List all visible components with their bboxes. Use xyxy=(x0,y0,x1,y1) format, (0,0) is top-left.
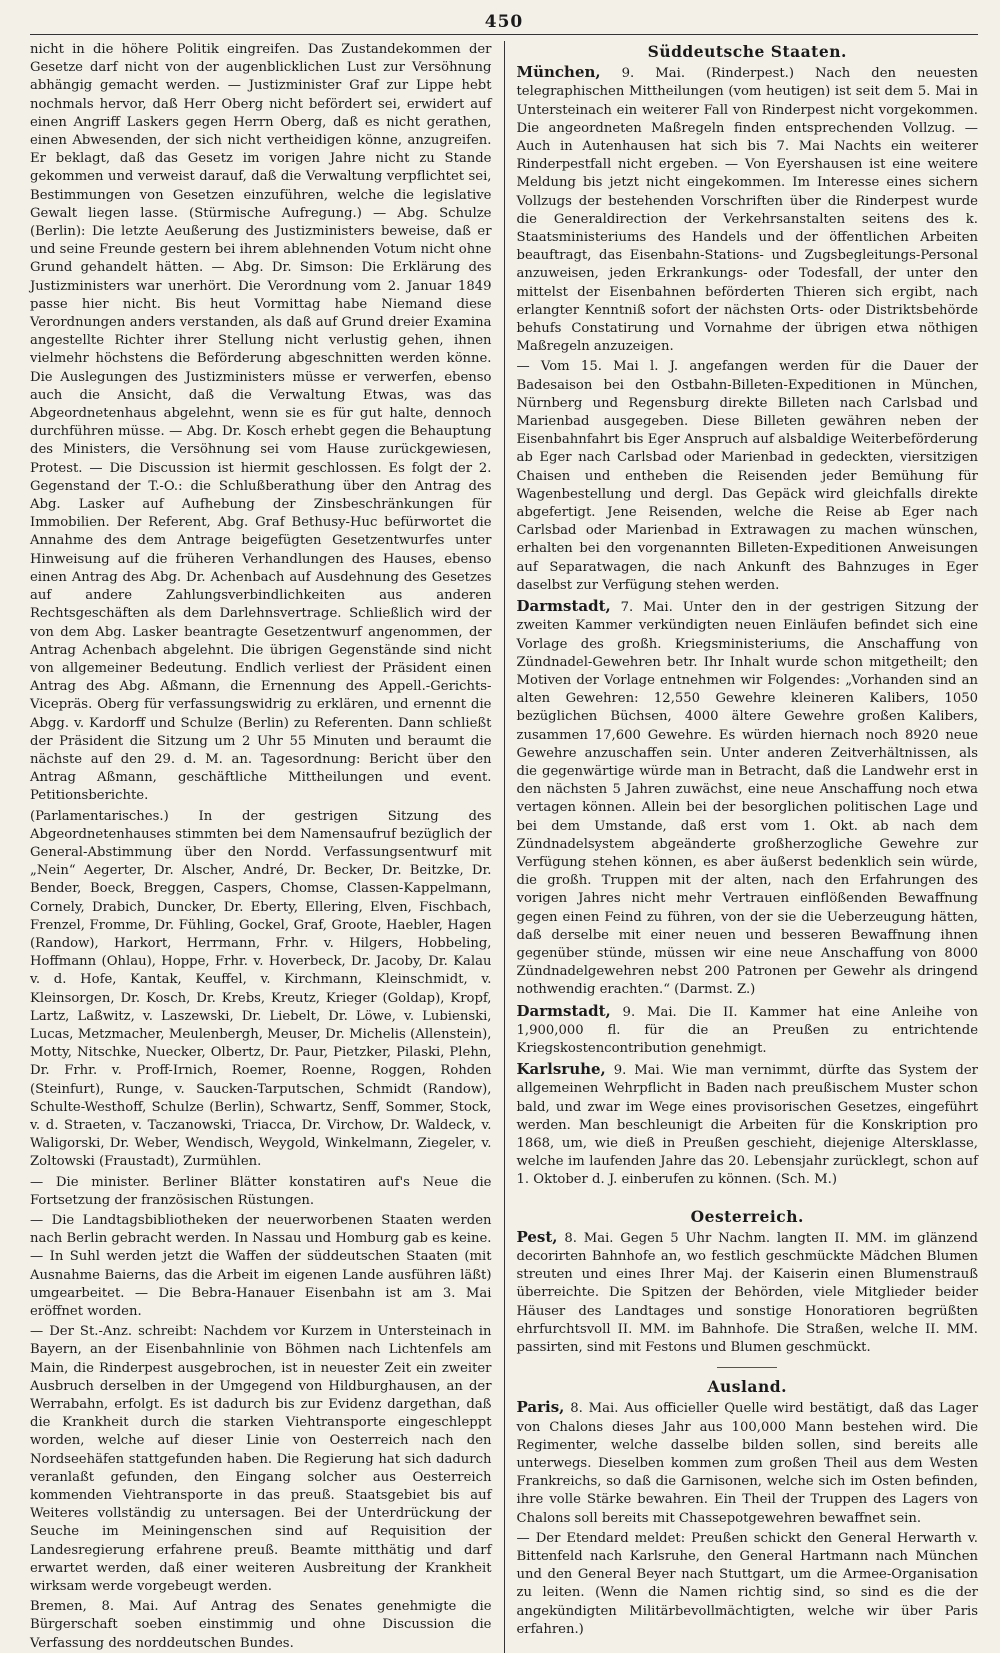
section-heading-sueddeutsche: Süddeutsche Staaten. xyxy=(647,42,847,61)
article-bremen: Bremen, 8. Mai. Auf Antrag des Senates genehmigte die Bürgerschaft soeben einstimmig und ohne Discussion die Verfassung des norddeutschen Bundes. xyxy=(30,1599,492,1651)
dateline-karlsruhe: Karlsruhe, xyxy=(516,1060,606,1079)
dateline-muenchen: München, xyxy=(516,63,601,82)
left-column xyxy=(30,41,505,1653)
article-muenchen-2: — Vom 15. Mai l. J. angefangen werden für die Dauer der Badesaison bei den Ostbahn-Billeten-Expeditionen in München, Nürnberg und Regensburg direkte Billeten nach Carlsbad und Marienbad ausgegeben. Diese Billeten gewähren neben der Eisenbahnfahrt bis Eger Anspruch auf alsbaldige Weiterbeförderung ab Eger nach Carlsbad oder Marienbad in gedeckten, viersitzigen Chaisen und entheben die Reisenden jeder Bemühung für Wagenbestellung und dergl. Das Gepäck wird gleichfalls direkte abgefertigt. Jene Reisenden, welche die Reise ab Eger nach Carlsbad oder Marienbad in Extrawagen zu machen wünschen, erhalten bei den vorgenannten Billeten-Expeditionen Anweisungen auf Separatwagen, die nach Ankunft des Bahnzuges in Eger daselbst zur Verfügung stehen werden. xyxy=(516,359,978,593)
dateline-darmstadt-1: Darmstadt, xyxy=(516,597,611,616)
article-french-armaments: — Die minister. Berliner Blätter konstatiren auf's Neue die Fortsetzung der französischen Rüstungen. xyxy=(30,1174,492,1208)
dateline-paris: Paris, xyxy=(516,1398,565,1417)
section-divider xyxy=(717,1367,777,1368)
article-libraries: — Die Landtagsbibliotheken der neuerworbenen Staaten werden nach Berlin gebracht werden. In Nassau und Homburg gab es keine. — In Suhl werden jetzt die Waffen der süddeutschen Staaten (mit Ausnahme Baierns, das die Arbeit im eigenen Lande ausführen läßt) umgearbeitet. — Die Bebra-Hanauer Eisenbahn ist am 3. Mai eröffnet worden. xyxy=(30,1213,492,1320)
article-darmstadt-1-text: 7. Mai. Unter den in der gestrigen Sitzung der zweiten Kammer verkündigten neuen Einläufen befindet sich eine Vorlage des großh. Kriegsministeriums, die Anschaffung von Zündnadel-Gewehren betr. Ihr Inhalt wurde schon mitgetheilt; den Motiven der Vorlage entnehmen wir Folgendes: „Vorhanden sind an alten Gewehren: 12,550 Gewehre kleineren Kalibers, 1050 bezüglichen Büchsen, 4000 ältere Gewehre großen Kalibers, zusammen 17,600 Gewehre. Es würden hiernach noch 8920 neue Gewehre anzuschaffen sein. Unter anderen Zeitverhältnissen, als die gegenwärtige würde man in Betracht, daß die Landwehr erst in den nächsten 5 Jahren zuwächst, eine neue Anschaffung noch etwa vertagen können. Allein bei der besorglichen politischen Lage und bei dem Umstande, daß erst vom 1. Okt. ab nach dem Zündnadelsystem abgeänderte großherzogliche Gewehre zur Verfügung stehen können, es aber äußerst bedenklich sein würde, die großh. Truppen mit der alten, nach den Erfahrungen des vorigen Jahres nicht mehr Vertrauen einflößenden Bewaffnung gegen einen Feind zu führen, von der sie die Ueberzeugung hätten, daß derselbe mit einer neuen und besseren Bewaffnung ihnen gegenüber stünde, müssen wir eine neue Anschaffung von 8000 Zündnadelgewehren nebst 200 Patronen per Gewehr als dringend nothwendig erachten.“ (Darmst. Z.) xyxy=(516,600,978,998)
article-parliament-debate: nicht in die höhere Politik eingreifen. Das Zustandekommen der Gesetze darf nicht von der augenblicklichen Lust zur Versöhnung abhängig gemacht werden. — Justizminister Graf zur Lippe hebt nochmals hervor, daß Herr Oberg nicht befördert sei, erwidert auf einen Angriff Laskers gegen Herrn Oberg, daß es nicht gerathen, einen Abwesenden, der sich nicht vertheidigen könne, anzugreifen. Er beklagt, daß das Gesetz im vorigen Jahre nicht zu Stande gekommen und verweist darauf, daß die Verwaltung verpflichtet sei, Bestimmungen von Gesetzen einzuführen, welche die legislative Gewalt liegen lasse. (Stürmische Aufregung.) — Abg. Schulze (Berlin): Die letzte Aeußerung des Justizministers beweise, daß er und seine Freunde gestern bei ihrem ablehnenden Votum nicht ohne Grund gehandelt hätten. — Abg. Dr. Simson: Die Erklärung des Justizministers war unerhört. Die Verordnung vom 2. Januar 1849 passe hier nicht. Bis heut Vormittag habe Niemand diese Verordnungen anders verstanden, als daß auf Grund dreier Examina angestellte Richter ihrer Stellung nicht verlustig gehen, ihnen vielmehr höchstens die Beförderung abgeschnitten werden könne. Die Auslegungen des Justizministers müsse er verwerfen, ebenso auch die Ansicht, daß die Verwaltung Etwas, was das Abgeordnetenhaus abgelehnt, wenn sie es für gut halte, dennoch durchführen müsse. — Abg. Dr. Kosch erhebt gegen die Behauptung des Ministers, die Versöhnung sei vom Hause zurückgewiesen, Protest. — Die Discussion ist hiermit geschlossen. Es folgt der 2. Gegenstand der T.-O.: die Schlußberathung über den Antrag des Abg. Lasker auf Aufhebung der Zinsbeschränkungen für Immobilien. Der Referent, Abg. Graf Bethusy-Huc befürwortet die Annahme des dem Antrage beigefügten Gesetzentwurfes unter Hinweisung auf die früheren Verhandlungen des Hauses, ebenso einen Antrag des Abg. Dr. Achenbach auf Ausdehnung des Gesetzes auf andere Zahlungsverbindlichkeiten aus anderen Rechtsgeschäften als dem Darlehnsvertrage. Schließlich wird der von dem Abg. Lasker beantragte Gesetzentwurf angenommen, der Antrag Achenbach abgelehnt. Die übrigen Gegenstände sind nicht von allgemeiner Bedeutung. Endlich verliest der Präsident einen Antrag des Abg. Aßmann, die Ernennung des Appell.-Gerichts-Vicepräs. Oberg für verfassungswidrig zu erklären, und ernennt die Abgg. v. Kardorff und Schulze (Berlin) zu Referenten. Dann schließt der Präsident die Sitzung um 2 Uhr 55 Minuten und beraumt die nächste auf den 29. d. M. an. Tagesordnung: Bericht über den Antrag Aßmann, geschäftliche Mittheilungen und event. Petitionsberichte. xyxy=(30,42,492,804)
article-paris xyxy=(517,1398,979,1527)
top-rule xyxy=(30,34,978,35)
page-number: 450 xyxy=(484,12,524,32)
article-muenchen-text: 9. Mai. (Rinderpest.) Nach den neuesten telegraphischen Mittheilungen (vom heutigen) ist seit dem 5. Mai in Untersteinach ein weiterer Fall von Rinderpest nicht vorgekommen. Die angeordneten Maßregeln finden entsprechenden Vollzug. — Auch in Autenhausen hat sich bis 7. Mai Nachts ein weiterer Rinderpestfall nicht ergeben. — Von Eyershausen ist eine weitere Meldung bis jetzt nicht eingekommen. Im Interesse eines sichern Vollzugs der bestehenden Vorschriften über die Rinderpest wurde die Generaldirection der Verkehrsanstalten seitens des k. Staatsministeriums des Handels und der öffentlichen Arbeiten beauftragt, das Eisenbahn-Stations- und Zugsbegleitungs-Personal anzuweisen, jeden Erkrankungs- oder Todesfall, der unter den mittelst der Eisenbahnen beförderten Thieren sich ergibt, nach erlangter Kenntniß sofort der nächsten Orts- oder Distriktsbehörde behufs Constatirung und Vornahme der übrigen etwa nöthigen Maßregeln anzuzeigen. xyxy=(516,66,978,355)
columns xyxy=(30,41,978,1653)
article-karlsruhe-text: 9. Mai. Wie man vernimmt, dürfte das System der allgemeinen Wehrpflicht in Baden nach preußischem Muster schon bald, und zwar im Wege eines provisorischen Gesetzes, eingeführt werden. Man beschleunigt die Arbeiten für die Konskription pro 1868, um, wie dieß in Preußen geschieht, diejenige Altersklasse, welche im laufenden Jahre das 20. Lebensjahr zurücklegt, schon auf 1. Oktober d. J. einberufen zu können. (Sch. M.) xyxy=(516,1063,978,1188)
article-darmstadt-2 xyxy=(517,1002,979,1059)
article-muenchen xyxy=(517,63,979,356)
article-darmstadt-2-text: 9. Mai. Die II. Kammer hat eine Anleihe von 1,900,000 fl. für die an Preußen zu entrichtende Kriegskostencontribution genehmigt. xyxy=(516,1004,978,1056)
article-karlsruhe xyxy=(517,1060,979,1189)
article-paris-2: — Der Etendard meldet: Preußen schickt den General Herwarth v. Bittenfeld nach Karlsruhe, den General Hartmann nach München und den General Beyer nach Stuttgart, um die Armee-Organisation zu leiten. (Wenn die Namen richtig sind, so sind es die der angekündigten Militärbevollmächtigten, welche wir über Paris erfahren.) xyxy=(516,1530,978,1637)
article-pest-text: 8. Mai. Gegen 5 Uhr Nachm. langten II. MM. im glänzend decorirten Bahnhofe an, wo festlich geschmückte Mädchen Blumen streuten und eines Ihrer Maj. der Kaiserin einen Blumenstrauß überreichte. Die Spitzen der Behörden, viele Mitglieder beider Häuser des Landtages und sonstige Honoratioren begrüßten ehrfurchtsvoll II. MM. im Bahnhofe. Die Straßen, welche II. MM. passirten, sind mit Festons und Blumen geschmückt. xyxy=(516,1230,978,1356)
article-darmstadt-1 xyxy=(517,597,979,999)
article-paris-text: 8. Mai. Aus officieller Quelle wird bestätigt, daß das Lager von Chalons dieses Jahr aus 100,000 Mann bestehen wird. Die Regimenter, welche dasselbe bilden sollen, sind bereits alle unterwegs. Dieselben kommen zum großen Theil aus dem Westen Frankreichs, so daß die Garnisonen, welche sich im Osten befinden, ihre volle Stärke bewahren. Ein Theil der Truppen des Lagers von Chalons soll bereits mit Chassepotgewehren bewaffnet sein. xyxy=(516,1401,978,1526)
right-column xyxy=(505,41,979,1653)
article-parliamentary-vote: (Parlamentarisches.) In der gestrigen Sitzung des Abgeordnetenhauses stimmten bei dem Namensaufruf bezüglich der General-Abstimmung über den Nordd. Verfassungsentwurf mit „Nein“ Aegerter, Dr. Alscher, André, Dr. Becker, Dr. Beitzke, Dr. Bender, Boeck, Breggen, Caspers, Chomse, Classen-Kappelmann, Cornely, Drabich, Duncker, Dr. Eberty, Ellering, Elven, Fischbach, Frenzel, Fromme, Dr. Fühling, Gockel, Graf, Groote, Haebler, Hagen (Randow), Harkort, Herrmann, Frhr. v. Hilgers, Hobbeling, Hoffmann (Ohlau), Hoppe, Frhr. v. Hoverbeck, Dr. Jacoby, Dr. Kalau v. d. Hofe, Kantak, Keuffel, v. Kirchmann, Kleinschmidt, v. Kleinsorgen, Dr. Kosch, Dr. Krebs, Kreutz, Krieger (Goldap), Kropf, Lartz, Laßwitz, v. Laszewski, Dr. Liebelt, Dr. Löwe, v. Lubienski, Lucas, Metzmacher, Meulenbergh, Meuser, Dr. Michelis (Allenstein), Motty, Nitschke, Nuecker, Olbertz, Dr. Paur, Pietzker, Pilaski, Plehn, Dr. Frhr. v. Proff-Irnich, Roemer, Roenne, Roggen, Rohden (Steinfurt), Runge, v. Saucken-Tarputschen, Schmidt (Randow), Schulte-Westhoff, Schulze (Berlin), Schwartz, Senff, Sommer, Stock, v. d. Straeten, v. Taczanowski, Triacca, Dr. Virchow, Dr. Waldeck, v. Waligorski, Dr. Weber, Wendisch, Weygold, Winkelmann, Ziegeler, v. Zoltowski (Fraustadt), Zurmühlen. xyxy=(30,808,492,1170)
article-cattle-plague: — Der St.-Anz. schreibt: Nachdem vor Kurzem in Untersteinach in Bayern, an der Eisenbahnlinie von Böhmen nach Lichtenfels am Main, die Rinderpest ausgebrochen, ist in neuester Zeit ein zweiter Ausbruch derselben in der Umgegend von Hildburghausen, an der Werrabahn, erfolgt. Es ist dadurch bis zur Evidenz dargethan, daß die Krankheit durch die starken Viehtransporte eingeschleppt worden, welche auf dieser Linie von Oesterreich nach den Nordseehäfen stattgefunden haben. Die Regierung hat sich dadurch veranlaßt gefunden, den Eingang solcher aus Oesterreich kommenden Viehtransporte in das preuß. Staatsgebiet bis auf Weiteres vollständig zu untersagen. Bei der Unterdrückung der Seuche im Meiningenschen sind auf Requisition der Landesregierung erfahrene preuß. Beamte mitthätig und darf erwartet werden, daß einer weiteren Ausbreitung der Krankheit wirksam werde vorgebeugt werden. xyxy=(30,1324,492,1595)
dateline-pest: Pest, xyxy=(516,1227,558,1246)
section-heading-ausland: Ausland. xyxy=(707,1377,787,1397)
dateline-darmstadt-2: Darmstadt, xyxy=(516,1001,611,1020)
section-heading-oesterreich: Oesterreich. xyxy=(690,1206,804,1226)
article-pest xyxy=(517,1228,979,1357)
